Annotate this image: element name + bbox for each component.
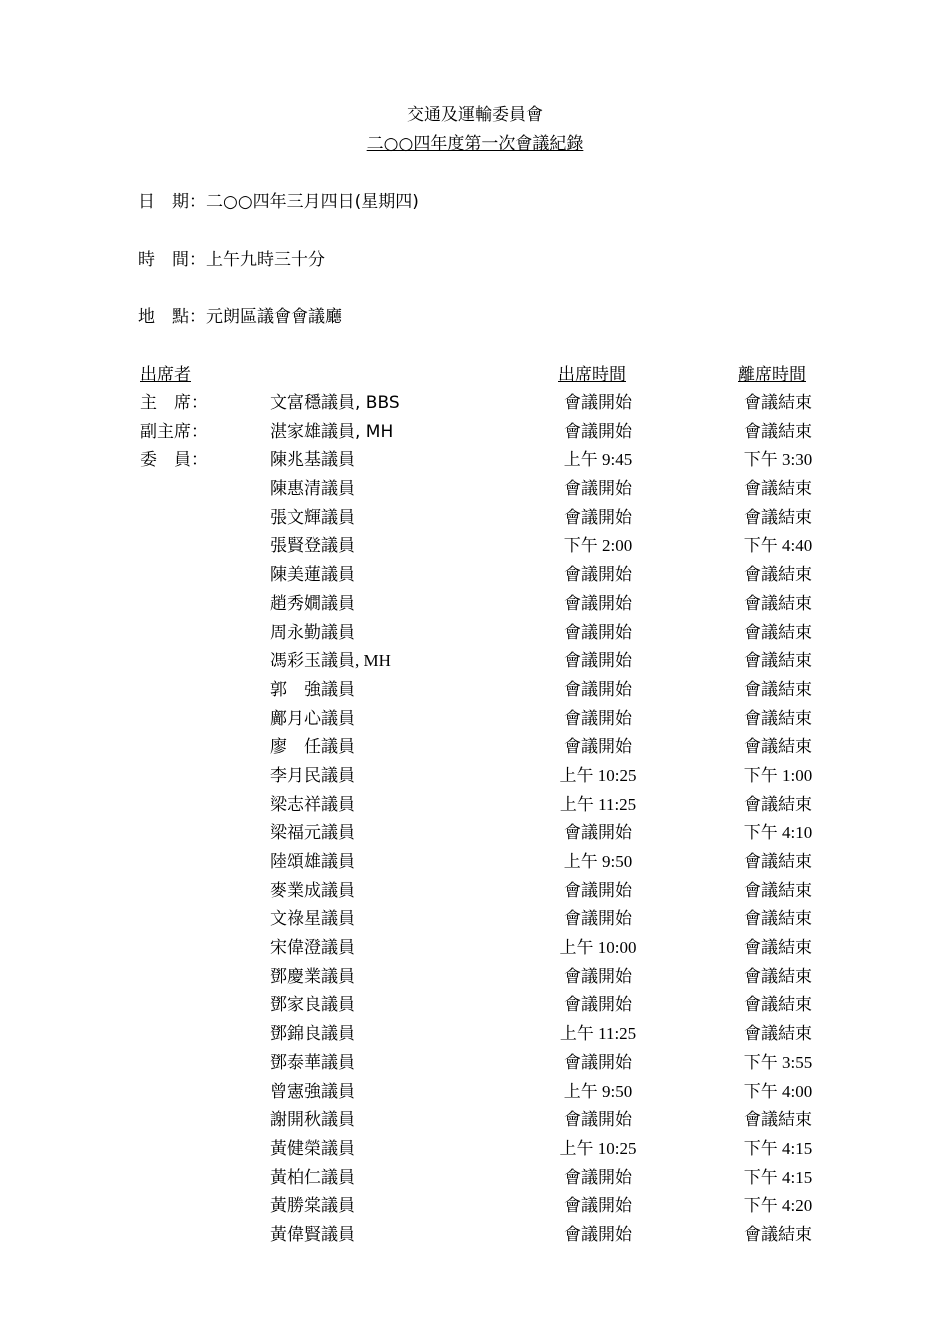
- arrival-time: 會議開始: [564, 565, 632, 586]
- arrival-time: 會議開始: [564, 1110, 632, 1131]
- attendance-row: [0, 704, 950, 733]
- attendance-row: [0, 790, 950, 819]
- member-name: 文祿星議員: [270, 909, 355, 930]
- departure-time: 下午 4:40: [743, 536, 813, 556]
- departure-time: 下午 4:10: [743, 823, 813, 843]
- attendance-row: [0, 990, 950, 1019]
- arrival-time: 上午 10:25: [559, 765, 637, 785]
- arrival-time: 會議開始: [564, 823, 632, 844]
- arrival-time: 會議開始: [564, 1224, 632, 1245]
- departure-time: 會議結束: [744, 880, 812, 901]
- arrival-time: 會議開始: [564, 393, 632, 413]
- member-name: 黃勝棠議員: [270, 1196, 355, 1217]
- attendance-row: [0, 1077, 950, 1106]
- member-name: 李月民議員: [270, 765, 355, 786]
- arrival-time: 會議開始: [564, 651, 632, 672]
- member-name: 麥業成議員: [270, 880, 355, 901]
- member-name: 湛家雄議員, MH: [270, 421, 394, 442]
- departure-time: 會議結束: [744, 421, 812, 442]
- departure-time: 下午 3:30: [743, 450, 813, 470]
- departure-time: 會議結束: [744, 852, 812, 872]
- member-name: 黃柏仁議員: [270, 1167, 355, 1188]
- attendance-row: [0, 445, 950, 474]
- attendance-list: [0, 388, 950, 1249]
- document-title: 交通及運輸委員會: [407, 105, 543, 125]
- member-role: 委 員：: [140, 450, 208, 471]
- arrival-time: 會議開始: [564, 909, 632, 930]
- arrival-time: 上午 10:25: [559, 1138, 637, 1158]
- member-name: 曾憲強議員: [270, 1081, 355, 1102]
- departure-time: 會議結束: [744, 1024, 812, 1045]
- member-name: 鄺月心議員: [270, 708, 355, 729]
- arrival-time: 會議開始: [564, 708, 632, 729]
- departure-time: 會議結束: [744, 622, 812, 643]
- member-name: 陳惠清議員: [270, 479, 355, 500]
- member-name: 鄧錦良議員: [270, 1024, 355, 1045]
- departure-time: 下午 1:00: [743, 765, 813, 785]
- attendance-row: [0, 904, 950, 933]
- meeting-venue: 地 點：元朗區議會會議廳: [138, 307, 342, 327]
- departure-time: 會議結束: [744, 737, 812, 758]
- member-name: 黃偉賢議員: [270, 1224, 355, 1245]
- departure-time: 下午 4:15: [743, 1138, 813, 1158]
- member-name: 宋偉澄議員: [270, 938, 355, 959]
- departure-time: 下午 3:55: [743, 1052, 813, 1072]
- member-name: 郭 強議員: [270, 679, 355, 700]
- member-name: 梁志祥議員: [270, 794, 355, 815]
- attendance-row: [0, 1220, 950, 1249]
- attendance-row: [0, 589, 950, 618]
- departure-time: 會議結束: [744, 479, 812, 500]
- attendance-row: [0, 761, 950, 790]
- departure-time: 會議結束: [744, 909, 812, 930]
- member-name: 馮彩玉議員, MH: [270, 651, 391, 671]
- attendance-row: [0, 1191, 950, 1220]
- arrival-time: 上午 11:25: [559, 1024, 637, 1044]
- arrival-time: 上午 10:00: [559, 938, 637, 958]
- arrival-time: 上午 9:50: [563, 1081, 633, 1101]
- attendee-column-header: 出席者: [140, 365, 191, 385]
- arrival-time: 會議開始: [564, 966, 632, 987]
- member-name: 廖 任議員: [270, 737, 355, 758]
- attendance-row: [0, 933, 950, 962]
- departure-time: 會議結束: [744, 565, 812, 586]
- arrival-time: 會議開始: [564, 679, 632, 700]
- departure-time: 會議結束: [744, 1224, 812, 1245]
- arrival-time: 會議開始: [564, 421, 632, 442]
- attendance-row: [0, 1048, 950, 1077]
- member-name: 陳兆基議員: [270, 450, 355, 471]
- attendance-row: [0, 876, 950, 905]
- departure-time: 會議結束: [744, 794, 812, 815]
- member-name: 張賢登議員: [270, 536, 355, 557]
- departure-time: 會議結束: [744, 1110, 812, 1131]
- arrival-time: 會議開始: [564, 507, 632, 528]
- arrival-time: 上午 9:50: [563, 852, 633, 871]
- meeting-date: 日 期：二○○四年三月四日(星期四): [138, 192, 419, 212]
- attendance-row: [0, 388, 950, 417]
- arrival-time: 會議開始: [564, 479, 632, 500]
- departure-column-header: 離席時間: [738, 365, 806, 385]
- arrival-time: 會議開始: [564, 880, 632, 901]
- departure-time: 會議結束: [744, 651, 812, 672]
- arrival-time: 會議開始: [564, 622, 632, 643]
- member-name: 文富穩議員, BBS: [270, 393, 400, 413]
- member-role: 主 席：: [140, 393, 208, 413]
- member-name: 鄧家良議員: [270, 995, 355, 1016]
- member-name: 周永勤議員: [270, 622, 355, 643]
- arrival-time: 會議開始: [564, 737, 632, 758]
- member-name: 鄧泰華議員: [270, 1052, 355, 1073]
- attendance-row: [0, 560, 950, 589]
- arrival-time: 上午 9:45: [563, 450, 633, 470]
- departure-time: 會議結束: [744, 507, 812, 528]
- attendance-row: [0, 417, 950, 446]
- attendance-row: [0, 618, 950, 647]
- departure-time: 下午 4:20: [743, 1196, 813, 1216]
- attendance-row: [0, 646, 950, 675]
- member-role: 副主席：: [140, 421, 208, 442]
- attendance-row: [0, 847, 950, 876]
- member-name: 黃健榮議員: [270, 1138, 355, 1159]
- arrival-time: 會議開始: [564, 1167, 632, 1188]
- arrival-time: 下午 2:00: [563, 536, 633, 556]
- member-name: 陸頌雄議員: [270, 852, 355, 872]
- attendance-row: [0, 732, 950, 761]
- departure-time: 會議結束: [744, 593, 812, 614]
- arrival-time: 會議開始: [564, 1196, 632, 1217]
- departure-time: 會議結束: [744, 938, 812, 959]
- departure-time: 會議結束: [744, 679, 812, 700]
- departure-time: 會議結束: [744, 708, 812, 729]
- attendance-row: [0, 675, 950, 704]
- arrival-column-header: 出席時間: [558, 365, 626, 385]
- departure-time: 會議結束: [744, 966, 812, 987]
- attendance-row: [0, 1019, 950, 1048]
- departure-time: 下午 4:15: [743, 1167, 813, 1187]
- member-name: 梁福元議員: [270, 823, 355, 844]
- departure-time: 會議結束: [744, 393, 812, 413]
- member-name: 趙秀嫺議員: [270, 593, 355, 614]
- attendance-row: [0, 962, 950, 991]
- attendance-row: [0, 1105, 950, 1134]
- attendance-row: [0, 818, 950, 847]
- arrival-time: 會議開始: [564, 1052, 632, 1073]
- departure-time: 下午 4:00: [743, 1081, 813, 1101]
- meeting-time: 時 間：上午九時三十分: [138, 250, 325, 270]
- attendance-row: [0, 474, 950, 503]
- arrival-time: 會議開始: [564, 593, 632, 614]
- attendance-row: [0, 503, 950, 532]
- document-subtitle: 二○○四年度第一次會議紀錄: [366, 134, 584, 154]
- attendance-row: [0, 1163, 950, 1192]
- attendance-row: [0, 1134, 950, 1163]
- attendance-row: [0, 531, 950, 560]
- member-name: 謝開秋議員: [270, 1110, 355, 1131]
- member-name: 鄧慶業議員: [270, 966, 355, 987]
- arrival-time: 會議開始: [564, 995, 632, 1016]
- departure-time: 會議結束: [744, 995, 812, 1016]
- member-name: 陳美蓮議員: [270, 565, 355, 586]
- arrival-time: 上午 11:25: [559, 794, 637, 814]
- member-name: 張文輝議員: [270, 507, 355, 528]
